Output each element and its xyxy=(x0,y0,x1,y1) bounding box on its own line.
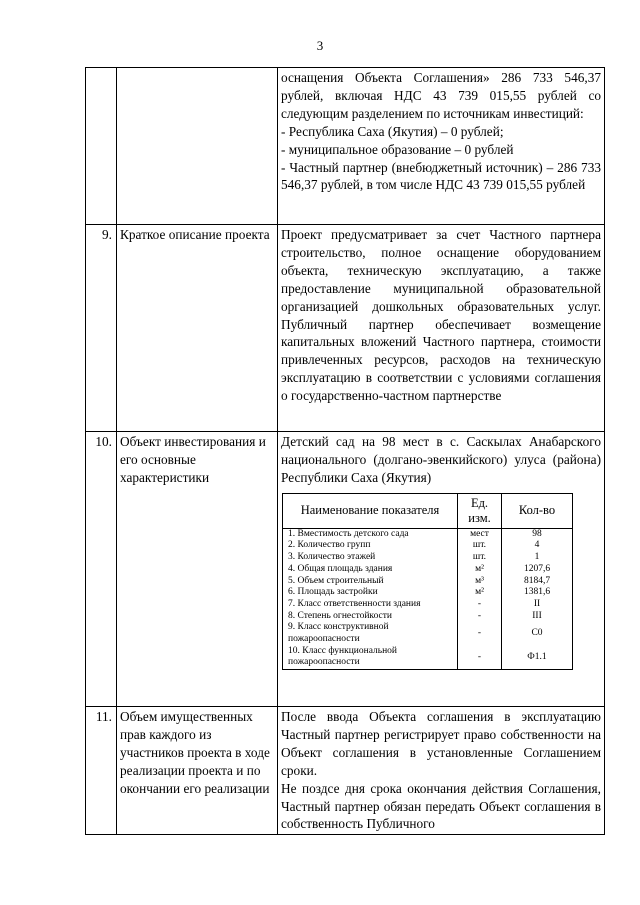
indicator-row xyxy=(283,540,573,552)
indicator-value: 4 xyxy=(502,540,573,552)
content-paragraph: Проект предусматривает за счет Частного партнера строительство, полное оснащение оборудованием объекта, техническую эксплуатацию, а также предоставление муниципальной образовательной организацией дошкольных образовательных услуг. Публичный партнер обеспечивает возмещение капитальных вложений Частного партнера, стоимости привлеченных ресурсов, расходов на техническую эксплуатацию в соответствии с условиями соглашения о государственно-частном партнерстве xyxy=(281,227,601,404)
row-label: Объем имущественных прав каждого из участников проекта в ходе реализации проекта и по окончании его реализации xyxy=(117,707,278,835)
row-content xyxy=(278,68,605,225)
indicator-value: 8184,7 xyxy=(502,576,573,588)
indicator-name: 8. Степень огнестойкости xyxy=(283,611,458,623)
indicator-unit: мест xyxy=(458,528,502,540)
indicator-unit: - xyxy=(458,622,502,645)
content-paragraph: - муниципальное образование – 0 рублей xyxy=(281,141,514,157)
content-paragraph: - Частный партнер (внебюджетный источник) – 286 733 546,37 рублей, в том числе НДС 43 739 015,55 рублей xyxy=(281,159,601,193)
table-row xyxy=(86,225,605,432)
indicator-row xyxy=(283,587,573,599)
row-content xyxy=(278,707,605,835)
indicator-value: 1381,6 xyxy=(502,587,573,599)
project-info-table xyxy=(85,67,605,835)
row-content xyxy=(278,225,605,432)
row-number: 10. xyxy=(86,432,117,707)
indicators-table xyxy=(282,493,573,670)
indicator-row xyxy=(283,646,573,670)
content-paragraph: После ввода Объекта соглашения в эксплуатацию Частный партнер регистрирует право собственности на Объект соглашения в установленные Соглашением сроки. xyxy=(281,709,601,778)
indicator-row xyxy=(283,611,573,623)
indicator-unit: м² xyxy=(458,587,502,599)
indicator-row xyxy=(283,528,573,540)
indicator-unit: шт. xyxy=(458,540,502,552)
indicator-name: 3. Количество этажей xyxy=(283,552,458,564)
indicator-row xyxy=(283,552,573,564)
indicator-unit: - xyxy=(458,599,502,611)
indicator-name: 6. Площадь застройки xyxy=(283,587,458,599)
indicator-name: 9. Класс конструктивной пожароопасности xyxy=(283,622,458,645)
indicator-name: 7. Класс ответственности здания xyxy=(283,599,458,611)
indicator-unit: м³ xyxy=(458,576,502,588)
indicator-value: III xyxy=(502,611,573,623)
indicator-value: 1207,6 xyxy=(502,564,573,576)
indicator-value: II xyxy=(502,599,573,611)
page-number: 3 xyxy=(316,38,324,53)
indicators-header-row xyxy=(283,493,573,528)
header-quantity: Кол-во xyxy=(502,493,573,528)
indicator-value: 98 xyxy=(502,528,573,540)
indicator-unit: шт. xyxy=(458,552,502,564)
indicator-unit: м² xyxy=(458,564,502,576)
indicator-name: 2. Количество групп xyxy=(283,540,458,552)
content-paragraph: Детский сад на 98 мест в с. Саскылах Анабарского национального (долгано-эвенкийского) улуса (района) Республики Саха (Якутия) xyxy=(281,434,601,485)
row-content xyxy=(278,432,605,707)
header-indicator-name: Наименование показателя xyxy=(283,493,458,528)
content-paragraph: - Республика Саха (Якутия) – 0 рублей; xyxy=(281,123,504,139)
row-label: Краткое описание проекта xyxy=(117,225,278,432)
header-unit: Ед. изм. xyxy=(458,493,502,528)
indicator-name: 1. Вместимость детского сада xyxy=(283,528,458,540)
indicator-row xyxy=(283,599,573,611)
row-number: 11. xyxy=(86,707,117,835)
indicator-name: 5. Объем строительный xyxy=(283,576,458,588)
row-label: Объект инвестирования и его основные характеристики xyxy=(117,432,278,707)
indicator-value: 1 xyxy=(502,552,573,564)
row-number xyxy=(86,68,117,225)
table-row xyxy=(86,707,605,835)
indicator-row xyxy=(283,576,573,588)
row-label xyxy=(117,68,278,225)
indicator-value: С0 xyxy=(502,622,573,645)
indicator-row xyxy=(283,622,573,645)
row-number: 9. xyxy=(86,225,117,432)
indicator-name: 4. Общая площадь здания xyxy=(283,564,458,576)
content-paragraph: оснащения Объекта Соглашения» 286 733 546,37 рублей, включая НДС 43 739 015,55 рублей со следующим разделением по источникам инвестиций: xyxy=(281,70,601,121)
content-paragraph: Не поздсе дня срока окончания действия Соглашения, Частный партнер обязан передать Объект соглашения в собственность Публичного xyxy=(281,780,601,832)
indicator-name: 10. Класс функциональной пожароопасности xyxy=(283,646,458,670)
indicator-value: Ф1.1 xyxy=(502,646,573,670)
table-row xyxy=(86,432,605,707)
indicator-unit: - xyxy=(458,611,502,623)
table-row xyxy=(86,68,605,225)
indicator-unit: - xyxy=(458,646,502,670)
indicator-row xyxy=(283,564,573,576)
